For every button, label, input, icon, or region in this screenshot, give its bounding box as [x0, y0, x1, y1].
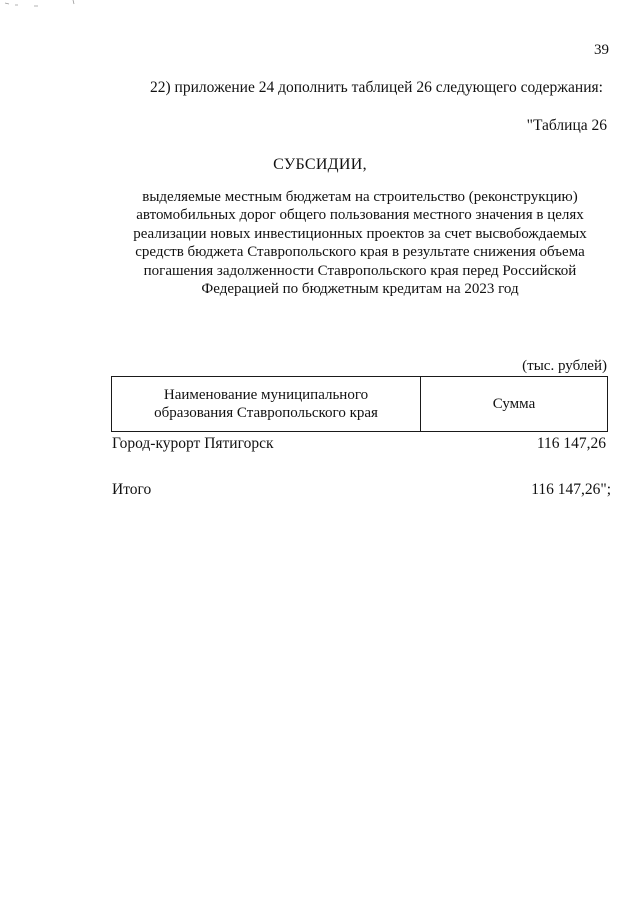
table-row: [112, 434, 606, 453]
row-sum: 116 147,26: [536, 435, 606, 452]
subtitle-line: средств бюджета Ставропольского края в результате снижения объема: [135, 244, 585, 261]
table-header: [111, 376, 608, 432]
scan-artifact-marks: [0, 0, 90, 8]
row-name: Город-курорт Пятигорск: [112, 435, 274, 452]
document-subtitle: [120, 188, 600, 298]
header-name-line2: образования Ставропольского края: [154, 405, 378, 421]
total-row: [112, 480, 611, 499]
document-title: СУБСИДИИ,: [273, 156, 367, 173]
total-label: Итого: [112, 481, 152, 498]
subtitle-line: погашения задолженности Ставропольского края перед Российской: [143, 262, 577, 279]
subtitle-line: выделяемые местным бюджетам на строительство (реконструкцию): [142, 189, 578, 205]
intro-paragraph: 22) приложение 24 дополнить таблицей 26 следующего содержания:: [150, 79, 603, 96]
header-name-line1: Наименование муниципального: [163, 386, 369, 403]
page-number: 39: [594, 42, 609, 58]
total-sum: 116 147,26";: [531, 481, 611, 498]
units-label: (тыс. рублей): [522, 358, 607, 374]
subtitle-line: Федерацией по бюджетным кредитам на 2023 год: [201, 281, 519, 298]
subtitle-line: автомобильных дорог общего пользования местного значения в целях: [136, 207, 584, 224]
table-reference: "Таблица 26: [526, 117, 607, 134]
header-sum-cell: Сумма: [492, 395, 536, 412]
subtitle-line: реализации новых инвестиционных проектов за счет высвобождаемых: [133, 225, 587, 242]
header-name-cell: [112, 377, 421, 431]
